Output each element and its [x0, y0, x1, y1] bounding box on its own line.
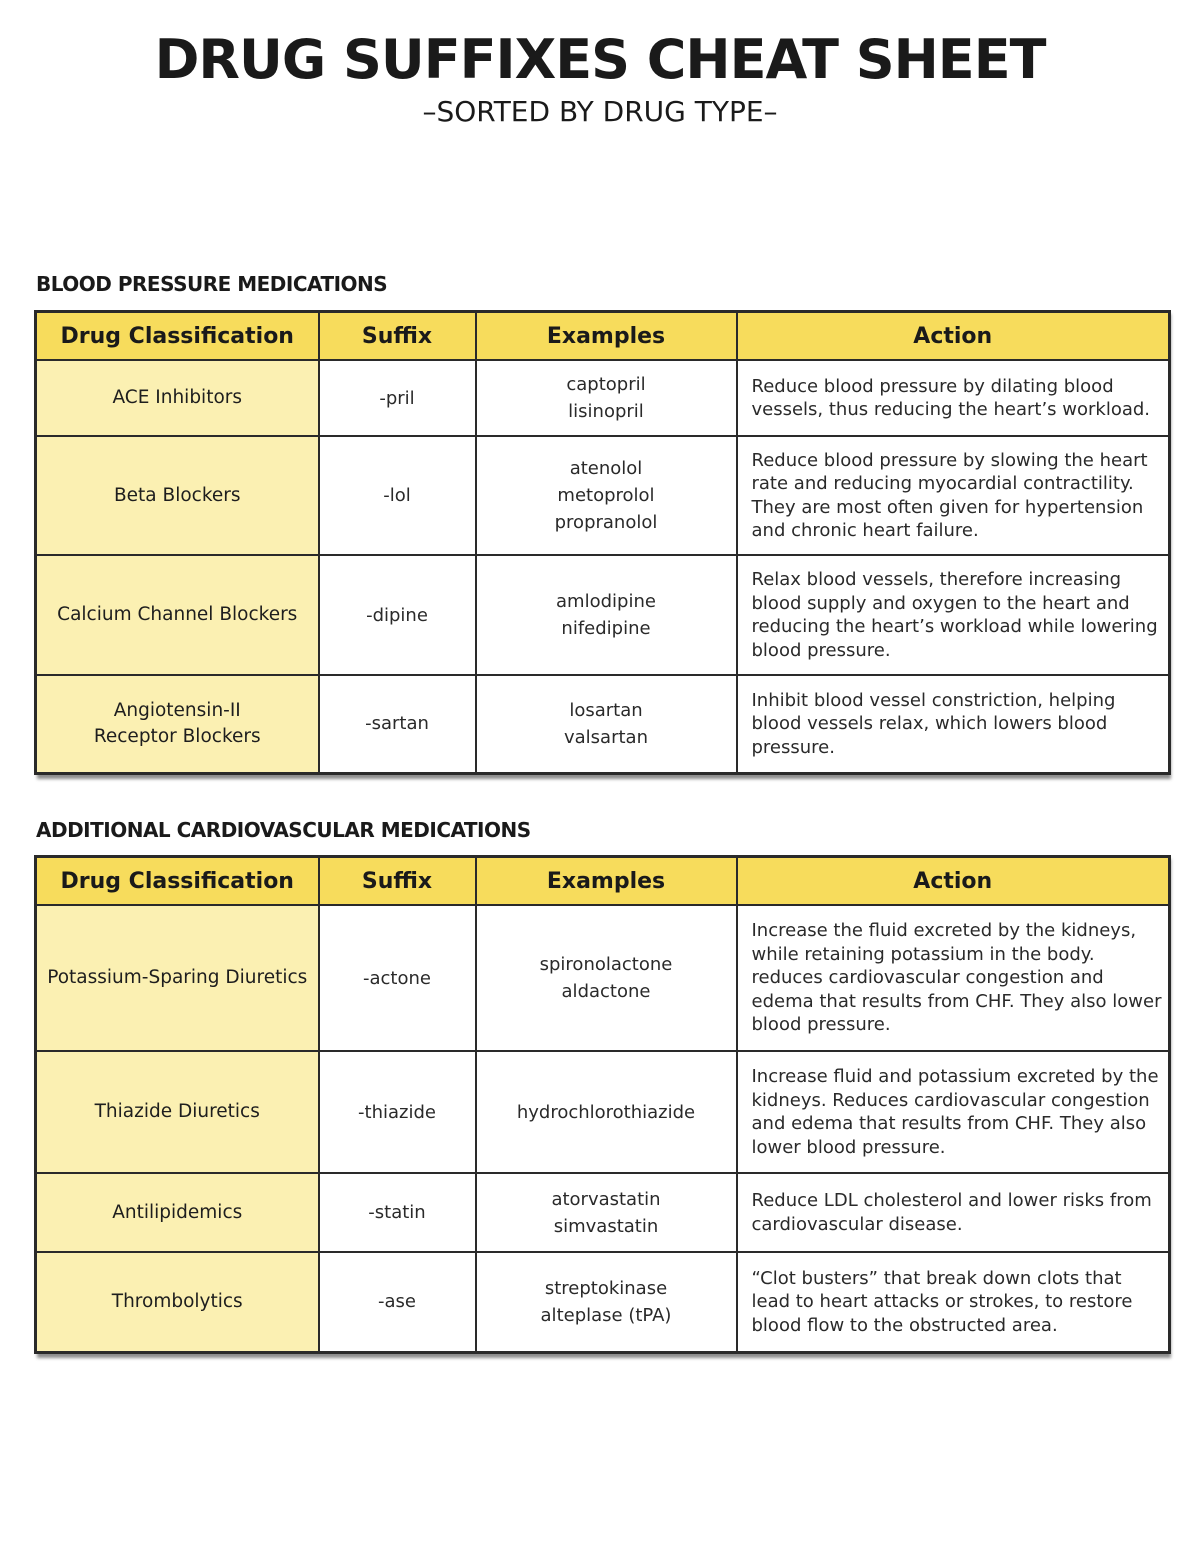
column-header-examples: Examples [476, 857, 737, 906]
table-row [36, 1051, 1170, 1173]
table-row [36, 360, 1170, 436]
example-drug: nifedipine [561, 618, 651, 639]
action-cell: Reduce LDL cholesterol and lower risks from cardiovascular disease. [737, 1173, 1170, 1252]
action-cell: Increase the fluid excreted by the kidneys, while retaining potassium in the body. reduces cardiovascular congestion and edema that results from CHF. They also lower blood pressure. [737, 905, 1170, 1051]
example-drug: spironolactone [539, 954, 673, 975]
example-drug: amlodipine [556, 591, 656, 612]
column-header-action: Action [737, 857, 1170, 906]
suffix-cell: -sartan [319, 675, 476, 773]
suffix-cell: -actone [319, 905, 476, 1051]
example-drug: hydrochlorothiazide [516, 1101, 696, 1123]
classification-cell: Antilipidemics [36, 1173, 319, 1252]
classification-line: Angiotensin-II [113, 699, 241, 721]
example-drug: valsartan [564, 726, 648, 748]
cardiovascular-table-wrapper [34, 855, 1168, 1354]
column-header-classification: Drug Classification [36, 857, 319, 906]
examples-cell [476, 360, 737, 436]
action-cell: “Clot busters” that break down clots that lead to heart attacks or strokes, to restore blood flow to the obstructed area. [737, 1252, 1170, 1352]
blood-pressure-table [34, 310, 1171, 775]
action-cell: Reduce blood pressure by dilating blood vessels, thus reducing the heart’s workload. [737, 360, 1170, 436]
table-row [36, 675, 1170, 773]
example-drug: streptokinase [544, 1277, 668, 1299]
example-drug: metoprolol [557, 485, 655, 506]
example-drug: atorvastatin [551, 1188, 661, 1210]
action-cell: Increase fluid and potassium excreted by the kidneys. Reduces cardiovascular congestion and edema that results from CHF. They also lower blood pressure. [737, 1051, 1170, 1173]
classification-cell: Thiazide Diuretics [36, 1051, 319, 1173]
example-drug: simvastatin [553, 1215, 659, 1237]
classification-cell: ACE Inhibitors [36, 360, 319, 436]
examples-cell [476, 555, 737, 675]
suffix-cell: -lol [319, 436, 476, 555]
example-drug: propranolol [554, 512, 658, 533]
example-drug: lisinopril [568, 401, 644, 422]
page-subtitle: –SORTED BY DRUG TYPE– [422, 95, 778, 128]
cardiovascular-table [34, 855, 1171, 1354]
classification-cell: Beta Blockers [36, 436, 319, 555]
examples-cell [476, 1252, 737, 1352]
examples-cell [476, 1173, 737, 1252]
table-row [36, 1252, 1170, 1352]
column-header-classification: Drug Classification [36, 312, 319, 361]
action-cell: Reduce blood pressure by slowing the heart rate and reducing myocardial contractility. They are most often given for hypertension and chronic heart failure. [737, 436, 1170, 555]
column-header-suffix: Suffix [319, 857, 476, 906]
table-header-row [36, 857, 1170, 906]
examples-cell [476, 436, 737, 555]
section-heading-blood-pressure: BLOOD PRESSURE MEDICATIONS [36, 272, 388, 296]
page-title: DRUG SUFFIXES CHEAT SHEET [154, 28, 1046, 91]
example-drug: captopril [566, 374, 646, 395]
suffix-cell: -dipine [319, 555, 476, 675]
suffix-cell: -pril [319, 360, 476, 436]
classification-cell [36, 675, 319, 773]
examples-cell [476, 675, 737, 773]
example-drug: atenolol [569, 458, 643, 479]
action-cell: Relax blood vessels, therefore increasing blood supply and oxygen to the heart and reducing the heart’s workload while lowering blood pressure. [737, 555, 1170, 675]
table-row [36, 436, 1170, 555]
examples-cell [476, 905, 737, 1051]
suffix-cell: -thiazide [319, 1051, 476, 1173]
column-header-examples: Examples [476, 312, 737, 361]
blood-pressure-table-wrapper [34, 310, 1168, 775]
action-cell: Inhibit blood vessel constriction, helping blood vessels relax, which lowers blood pressure. [737, 675, 1170, 773]
column-header-action: Action [737, 312, 1170, 361]
table-header-row [36, 312, 1170, 361]
example-drug: alteplase (tPA) [540, 1304, 672, 1326]
suffix-cell: -ase [319, 1252, 476, 1352]
table-row [36, 905, 1170, 1051]
example-drug: losartan [569, 699, 643, 721]
suffix-cell: -statin [319, 1173, 476, 1252]
classification-cell: Calcium Channel Blockers [36, 555, 319, 675]
classification-line: Receptor Blockers [93, 725, 261, 747]
classification-cell: Thrombolytics [36, 1252, 319, 1352]
section-heading-cardiovascular: ADDITIONAL CARDIOVASCULAR MEDICATIONS [36, 818, 531, 842]
classification-cell: Potassium-Sparing Diuretics [36, 905, 319, 1051]
examples-cell [476, 1051, 737, 1173]
example-drug: aldactone [561, 981, 651, 1002]
table-row [36, 555, 1170, 675]
table-row [36, 1173, 1170, 1252]
column-header-suffix: Suffix [319, 312, 476, 361]
